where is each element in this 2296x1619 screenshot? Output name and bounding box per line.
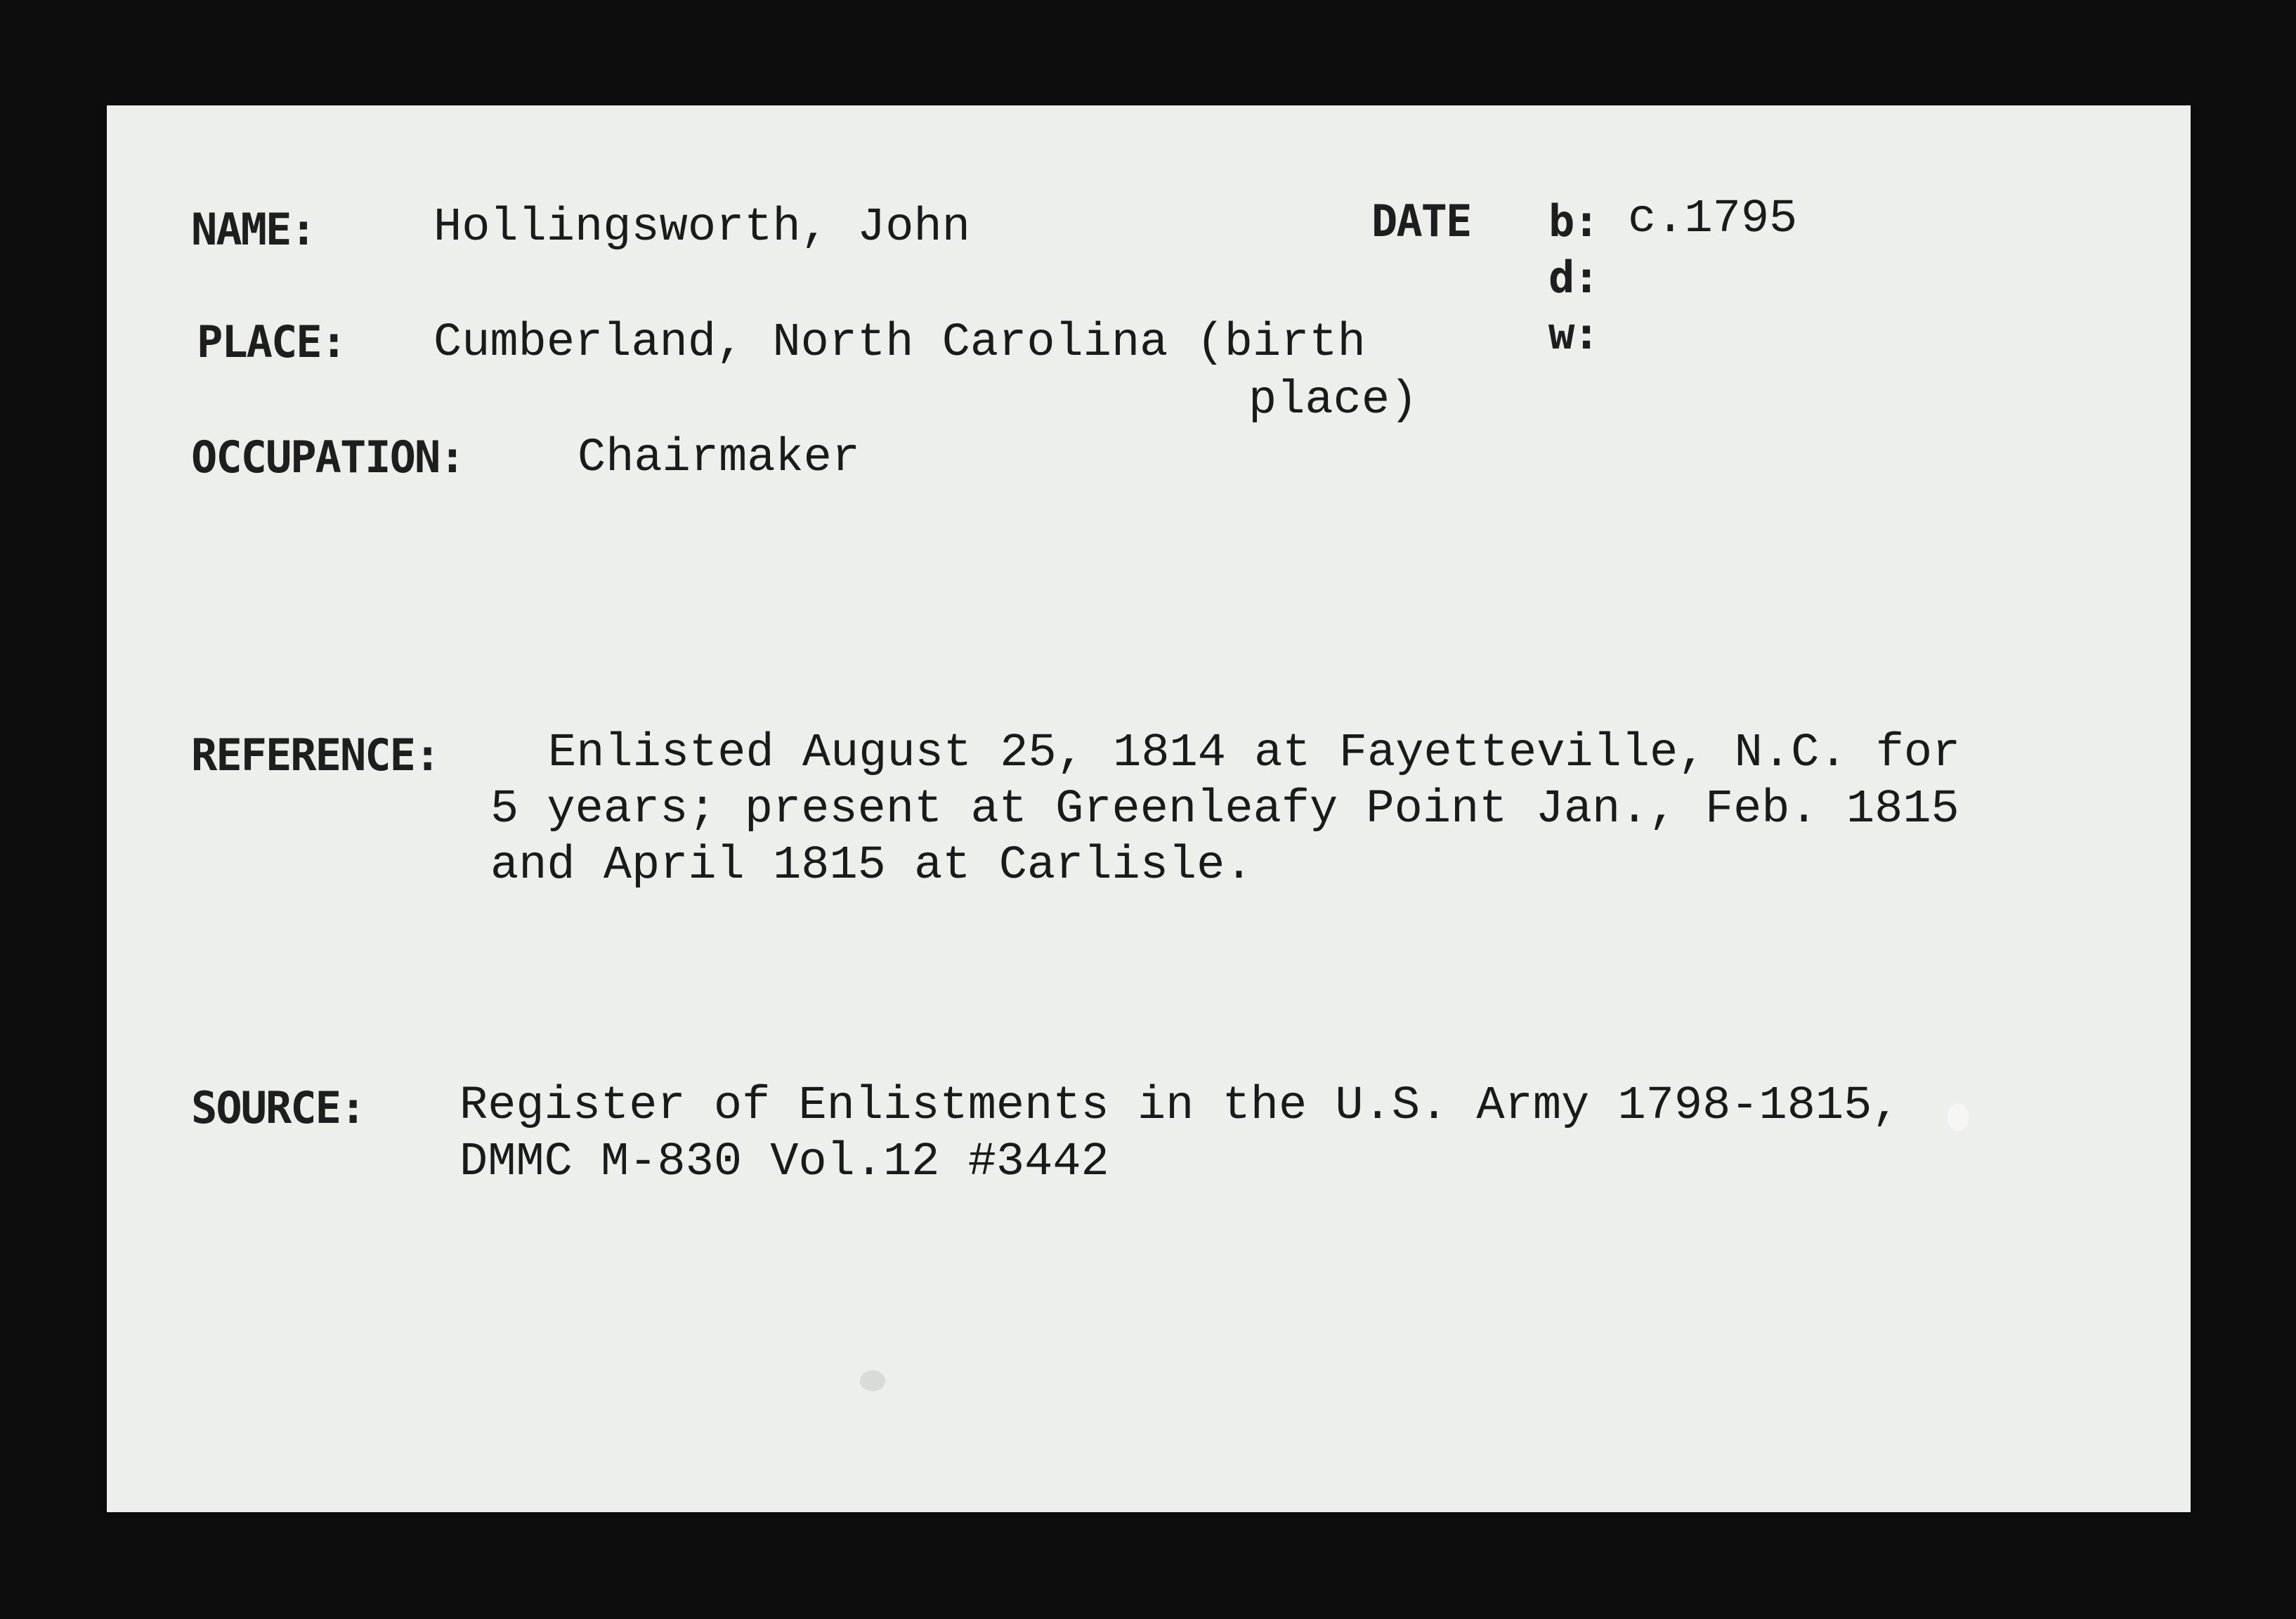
birth-label: b: — [1548, 195, 1598, 247]
death-label: d: — [1548, 252, 1598, 303]
paper-speck — [1948, 1103, 1969, 1131]
source-line-1: Register of Enlistments in the U.S. Army 1798-1815, — [459, 1079, 1900, 1133]
date-label: DATE — [1371, 195, 1471, 247]
birth-value: c.1795 — [1628, 193, 1798, 246]
occupation-value: Chairmaker — [578, 431, 861, 485]
name-label: NAME: — [191, 204, 315, 255]
source-label: SOURCE: — [191, 1082, 365, 1133]
index-card — [107, 105, 2191, 1512]
place-line-2: place) — [1248, 374, 1418, 427]
reference-label: REFERENCE: — [191, 729, 440, 781]
name-value: Hollingsworth, John — [433, 201, 970, 254]
reference-line-3: and April 1815 at Carlisle. — [490, 839, 1253, 892]
source-line-2: DMMC M-830 Vol.12 #3442 — [459, 1136, 1109, 1189]
place-line-1: Cumberland, North Carolina (birth — [433, 316, 1366, 370]
paper-speck — [860, 1370, 885, 1391]
reference-line-1: Enlisted August 25, 1814 at Fayetteville, N.C. for — [548, 727, 1961, 780]
reference-line-2: 5 years; present at Greenleafy Point Jan., Feb. 1815 — [490, 783, 1959, 836]
occupation-label: OCCUPATION: — [191, 431, 464, 483]
place-label: PLACE: — [197, 316, 346, 368]
w-label: w: — [1548, 308, 1598, 359]
